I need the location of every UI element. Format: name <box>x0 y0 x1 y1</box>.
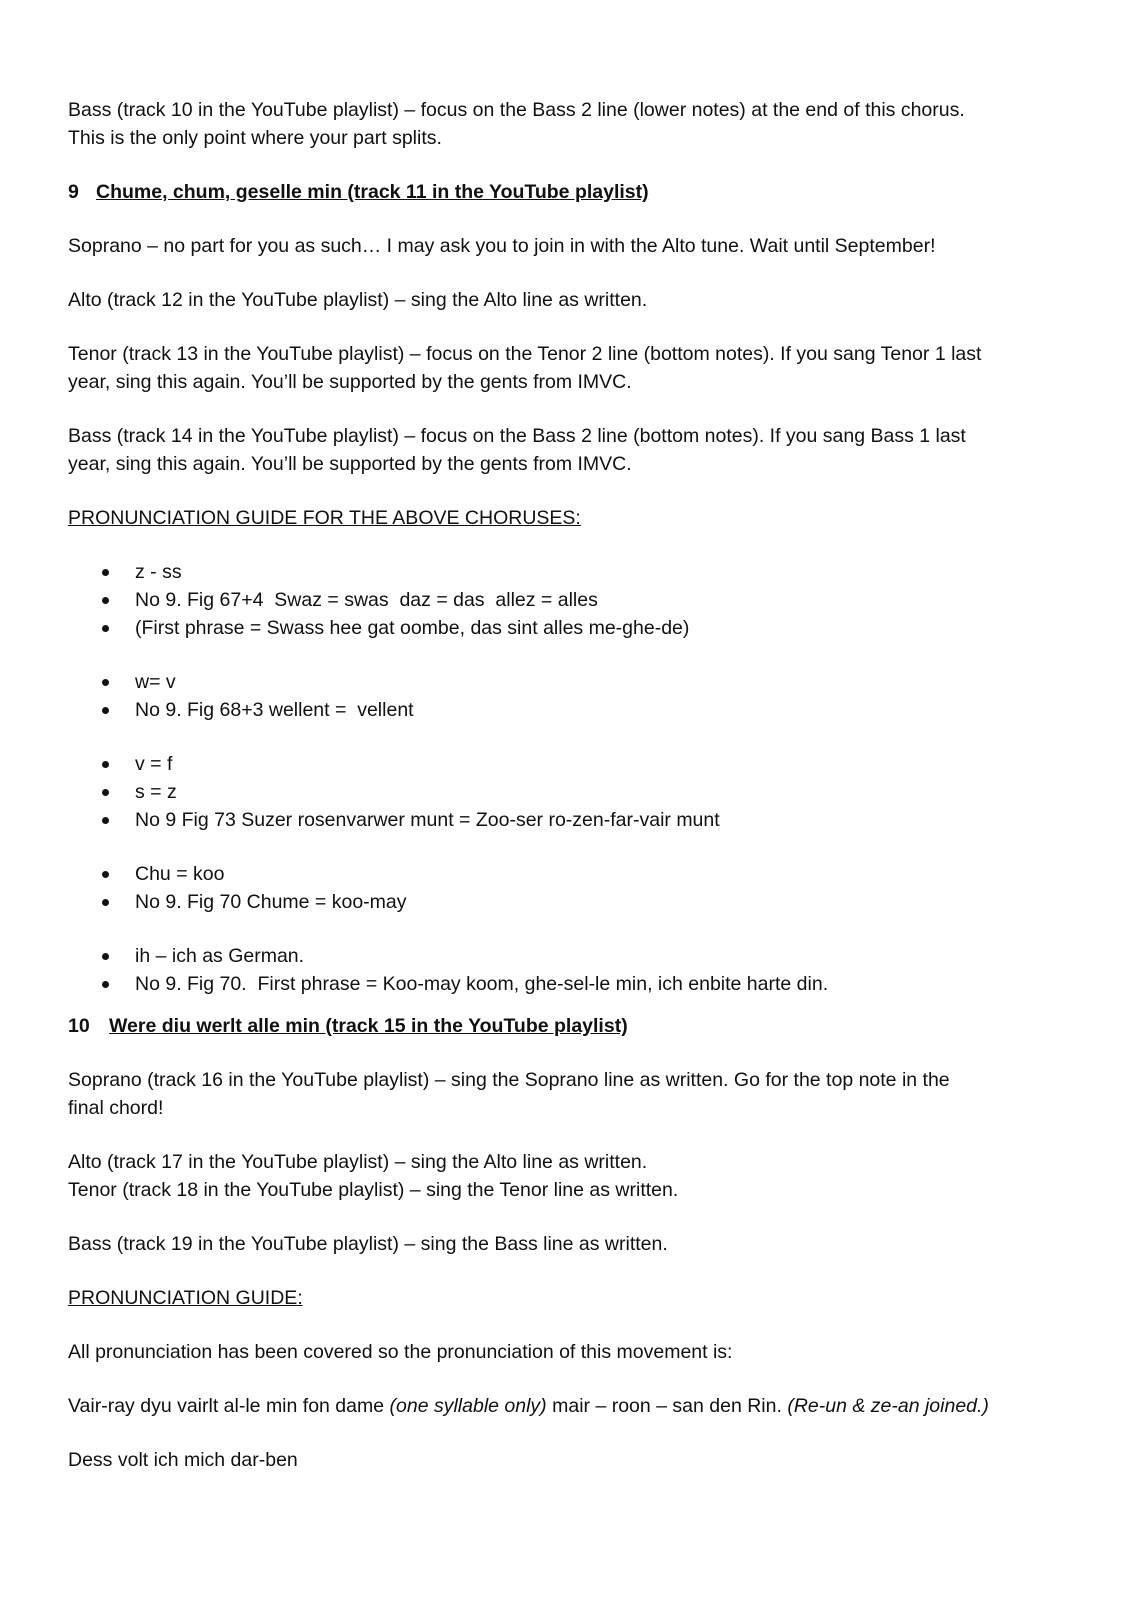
section-10-bass: Bass (track 19 in the YouTube playlist) – sing the Bass line as written. <box>68 1233 668 1255</box>
list-item: s = z <box>68 778 1068 806</box>
section-9-heading <box>68 178 1068 206</box>
section-9-number: 9 <box>68 181 79 203</box>
bullet-group-2 <box>68 668 1068 724</box>
pron-part-d: (Re-un & ze-an joined.) <box>787 1395 989 1417</box>
pronunciation-guide-heading: PRONUNCIATION GUIDE FOR THE ABOVE CHORUSES: <box>68 507 581 529</box>
bullet-group-3 <box>68 750 1068 834</box>
bullet-group-5 <box>68 942 1068 998</box>
section-9-title: Chume, chum, geselle min (track 11 in the YouTube playlist) <box>96 181 649 203</box>
list-item: z - ss <box>68 558 1068 586</box>
bass-10-line2: This is the only point where your part splits. <box>68 127 442 149</box>
pron-part-c: mair – roon – san den Rin. <box>546 1395 788 1417</box>
pronunciation-intro: All pronunciation has been covered so the pronunciation of this movement is: <box>68 1341 733 1363</box>
bullet-group-4 <box>68 860 1068 916</box>
list-item: No 9. Fig 68+3 wellent = vellent <box>68 696 1068 724</box>
list-item: No 9 Fig 73 Suzer rosenvarwer munt = Zoo-ser ro-zen-far-vair munt <box>68 806 1068 834</box>
bullet-group-1 <box>68 558 1068 642</box>
section-9-tenor-line2: year, sing this again. You’ll be supported by the gents from IMVC. <box>68 371 632 393</box>
list-item: (First phrase = Swass hee gat oombe, das sint alles me-ghe-de) <box>68 614 1068 642</box>
pronunciation-last-line: Dess volt ich mich dar-ben <box>68 1449 298 1471</box>
section-10-alto: Alto (track 17 in the YouTube playlist) – sing the Alto line as written. <box>68 1151 648 1173</box>
section-10-title: Were diu werlt alle min (track 15 in the YouTube playlist) <box>109 1015 628 1037</box>
section-9-bass-line1: Bass (track 14 in the YouTube playlist) – focus on the Bass 2 line (bottom notes). If you sang Bass 1 last <box>68 425 966 447</box>
pronunciation-line <box>68 1392 1068 1420</box>
section-9-tenor-line1: Tenor (track 13 in the YouTube playlist) – focus on the Tenor 2 line (bottom notes). If you sang Tenor 1 last <box>68 343 982 365</box>
list-item: No 9. Fig 70 Chume = koo-may <box>68 888 1068 916</box>
list-item: w= v <box>68 668 1068 696</box>
document-page <box>68 96 1068 1474</box>
section-10-number: 10 <box>68 1015 90 1037</box>
pron-part-b: (one syllable only) <box>389 1395 547 1417</box>
pron-part-a: Vair-ray dyu vairlt al-le min fon dame <box>68 1395 390 1417</box>
list-item: ih – ich as German. <box>68 942 1068 970</box>
section-10-heading <box>68 1012 1068 1040</box>
bass-10-line1: Bass (track 10 in the YouTube playlist) – focus on the Bass 2 line (lower notes) at the end of this chorus. <box>68 99 965 121</box>
pronunciation-guide-2-heading: PRONUNCIATION GUIDE: <box>68 1287 303 1309</box>
list-item: v = f <box>68 750 1068 778</box>
section-9-soprano: Soprano – no part for you as such… I may ask you to join in with the Alto tune. Wait until September! <box>68 235 936 257</box>
list-item: No 9. Fig 67+4 Swaz = swas daz = das allez = alles <box>68 586 1068 614</box>
section-9-bass-line2: year, sing this again. You’ll be supported by the gents from IMVC. <box>68 453 632 475</box>
section-10-soprano-line1: Soprano (track 16 in the YouTube playlist) – sing the Soprano line as written. Go for the top note in the <box>68 1069 950 1091</box>
list-item: Chu = koo <box>68 860 1068 888</box>
section-10-tenor: Tenor (track 18 in the YouTube playlist) – sing the Tenor line as written. <box>68 1179 679 1201</box>
section-10-soprano-line2: final chord! <box>68 1097 164 1119</box>
list-item: No 9. Fig 70. First phrase = Koo-may koom, ghe-sel-le min, ich enbite harte din. <box>68 970 1068 998</box>
section-9-alto: Alto (track 12 in the YouTube playlist) – sing the Alto line as written. <box>68 289 648 311</box>
